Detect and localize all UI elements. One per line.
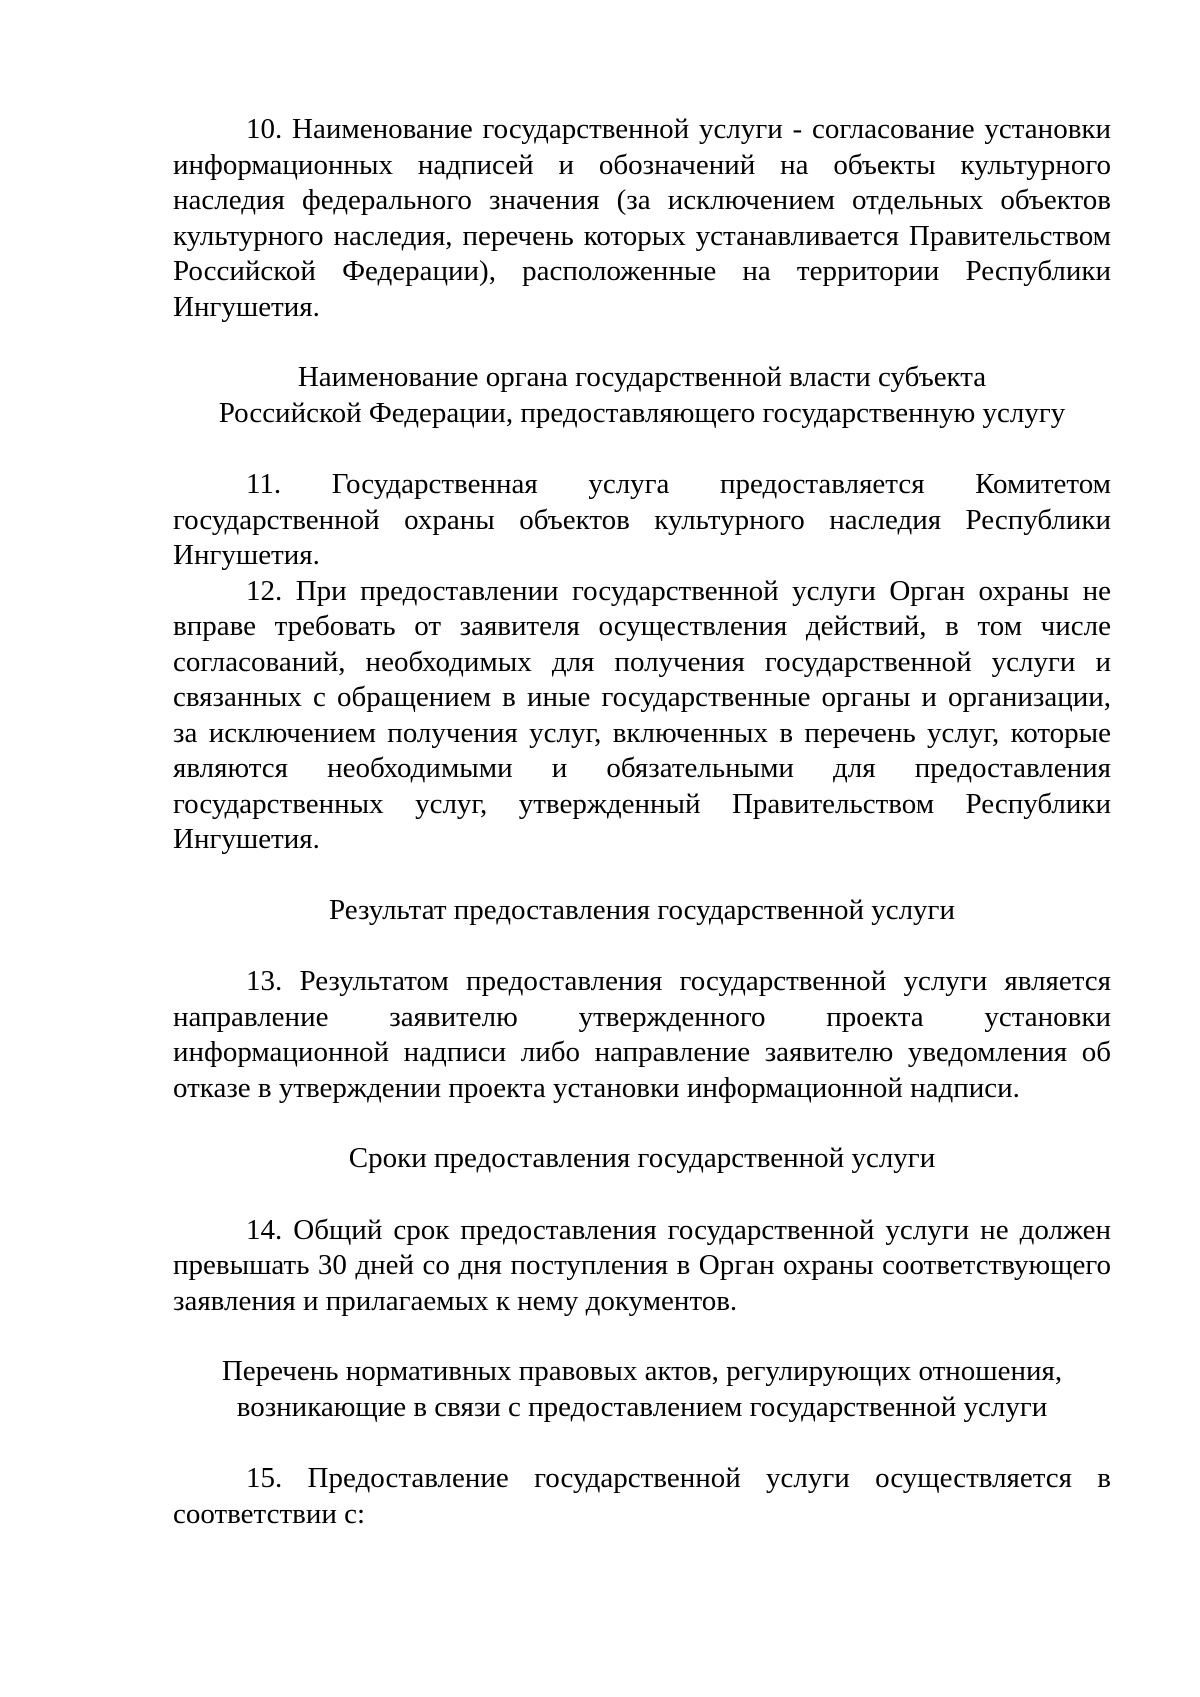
heading-authority xyxy=(173,360,1111,431)
paragraph-15: 15. Предоставление государственной услуги осуществляется в соответствии с: xyxy=(173,1462,1111,1530)
heading-legal-acts xyxy=(173,1354,1111,1425)
document-body xyxy=(173,112,1111,1532)
paragraph-12: 12. При предоставлении государственной услуги Орган охраны не вправе требовать от заявителя осуществления действий, в том числе согласований, необходимых для получения государственной услуги и связанных с обращением в иные государственные органы и организации, за исключением получения услуг, включенных в перечень услуг, которые являются необходимыми и обязательными для предоставления государственных услуг, утвержденный Правительством Республики Ингушетия. xyxy=(173,574,1111,855)
heading-terms: Сроки предоставления государственной услуги xyxy=(348,1142,936,1174)
heading-legal-acts-line-2: возникающие в связи с предоставлением государственной услуги xyxy=(236,1390,1048,1423)
heading-result: Результат предоставления государственной услуги xyxy=(329,893,955,926)
paragraph-11: 11. Государственная услуга предоставляется Комитетом государственной охраны объектов культурного наследия Республики Ингушетия. xyxy=(173,468,1111,571)
heading-authority-line-2: Российской Федерации, предоставляющего государственную услугу xyxy=(218,396,1066,429)
heading-legal-acts-line-1: Перечень нормативных правовых актов, регулирующих отношения, xyxy=(221,1355,1063,1387)
paragraph-10: 10. Наименование государственной услуги - согласование установки информационных надписей и обозначений на объекты культурного наследия федерального значения (за исключением отдельных объектов культурного наследия, перечень которых устанавливается Правительством Российской Федерации), расположенные на территории Республики Ингушетия. xyxy=(173,113,1111,323)
paragraph-13: 13. Результатом предоставления государственной услуги является направление заявителю утвержденного проекта установки информационной надписи либо направление заявителю уведомления об отказе в утверждении проекта установки информационной надписи. xyxy=(173,965,1111,1104)
paragraph-14: 14. Общий срок предоставления государственной услуги не должен превышать 30 дней со дня поступления в Орган охраны соответствующего заявления и прилагаемых к нему документов. xyxy=(173,1213,1111,1317)
heading-authority-line-1: Наименование органа государственной власти субъекта xyxy=(297,361,987,393)
